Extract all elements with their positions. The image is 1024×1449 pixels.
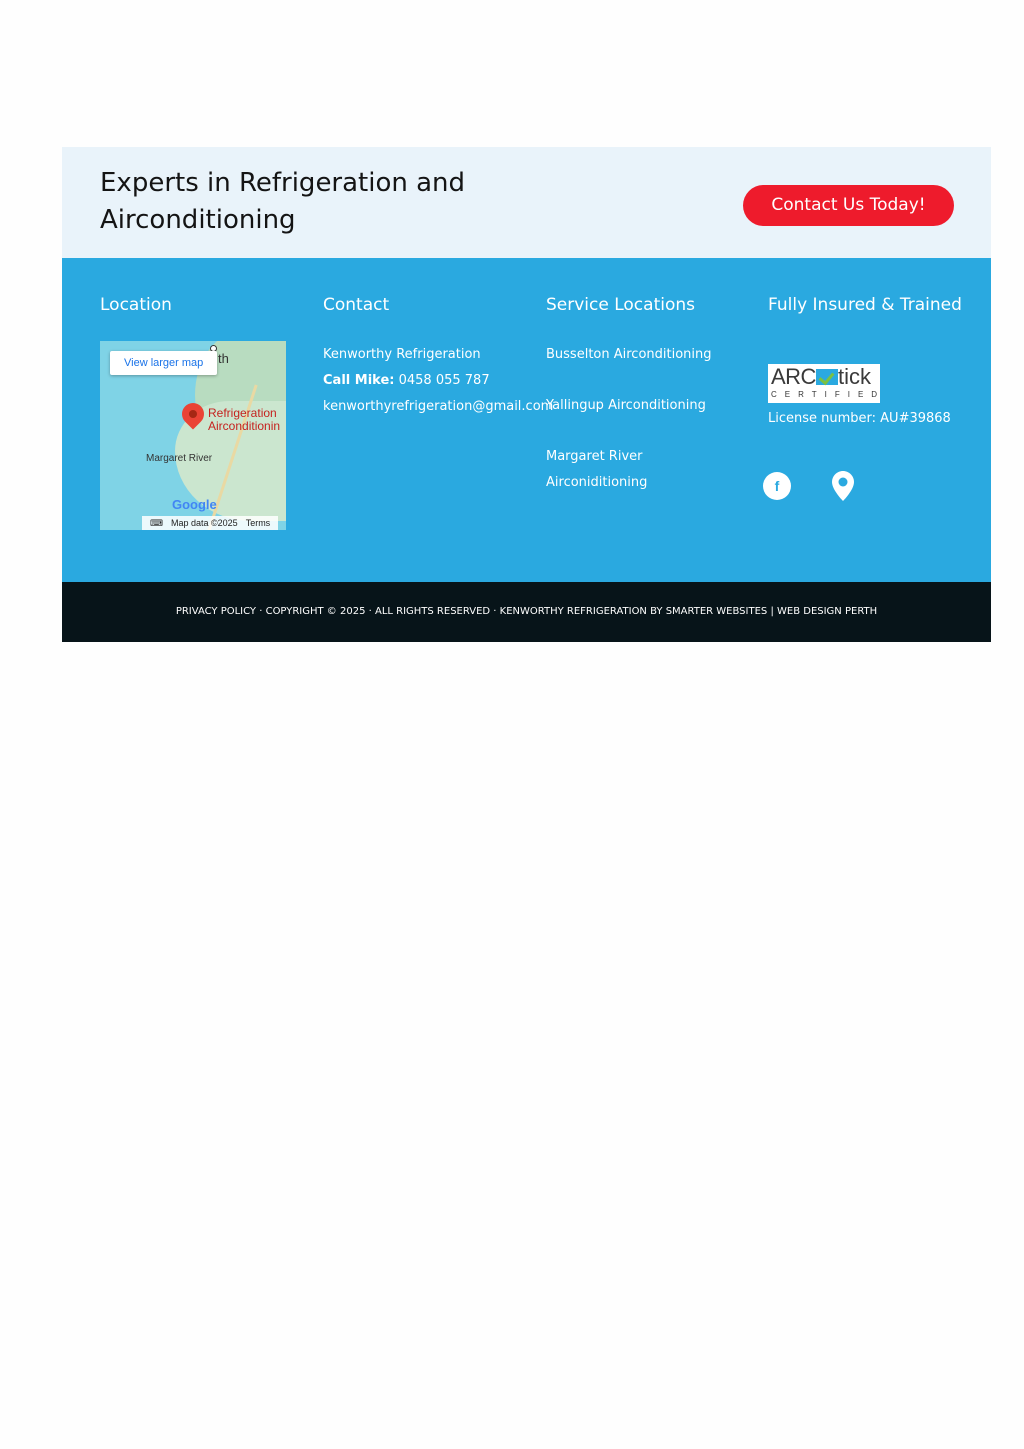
contact-details: [323, 342, 553, 420]
phone-number[interactable]: 0458 055 787: [398, 373, 490, 388]
cta-banner: [62, 147, 991, 258]
license-number: License number: AU#39868: [768, 411, 951, 426]
facebook-icon[interactable]: f: [763, 472, 791, 500]
embedded-map[interactable]: [100, 341, 286, 530]
arctick-certified-logo: [768, 364, 886, 403]
view-larger-map-link[interactable]: View larger map: [110, 351, 217, 375]
service-link-margaret-river[interactable]: Margaret River Airconiditioning: [546, 449, 648, 490]
service-list: [546, 342, 736, 496]
map-city-label: th: [218, 351, 229, 366]
map-pin-icon[interactable]: [832, 471, 854, 501]
cta-title: Experts in Refrigeration and Airconditioning: [100, 168, 466, 235]
contact-us-button[interactable]: Contact Us Today!: [743, 185, 954, 226]
smarter-websites-link[interactable]: SMARTER WEBSITES: [665, 606, 768, 617]
contact-heading: Contact: [323, 295, 390, 315]
insured-heading: Fully Insured & Trained: [768, 295, 962, 315]
company-name: Kenworthy Refrigeration: [323, 347, 481, 362]
services-column: [546, 294, 746, 490]
arctick-logo-word: ARC: [771, 364, 816, 389]
map-place-label-line: Refrigeration: [208, 406, 277, 420]
arctick-logo-subtitle: CERTIFIED: [771, 390, 886, 399]
map-terms-link[interactable]: Terms: [245, 518, 271, 528]
map-data-label: Map data ©2025: [171, 518, 238, 528]
location-column: [100, 294, 300, 528]
location-heading: Location: [100, 295, 172, 315]
map-place-label: [208, 407, 280, 433]
services-heading: Service Locations: [546, 295, 695, 315]
insured-column: [768, 294, 968, 494]
check-icon: [816, 369, 838, 385]
copyright-bar: [62, 582, 991, 642]
map-place-label-line: Airconditionin: [208, 419, 281, 433]
service-link-busselton[interactable]: Busselton Airconditioning: [546, 347, 712, 362]
phone-line: [323, 368, 553, 394]
web-design-perth-link[interactable]: WEB DESIGN PERTH: [777, 606, 878, 617]
privacy-policy-link[interactable]: PRIVACY POLICY: [175, 606, 257, 617]
copyright-text: · COPYRIGHT © 2025 · ALL RIGHTS RESERVED · KENWORTHY REFRIGERATION BY: [256, 606, 666, 617]
email-link[interactable]: kenworthyrefrigeration@gmail.com: [323, 399, 554, 414]
contact-column: [323, 294, 554, 414]
map-town-label: Margaret River: [146, 453, 213, 464]
arctick-logo-word: tick: [838, 364, 871, 389]
google-logo: Google: [172, 497, 217, 512]
separator: |: [767, 606, 777, 617]
call-label: Call Mike:: [323, 373, 395, 388]
service-link-yallingup[interactable]: Yallingup Airconditioning: [546, 398, 706, 413]
keyboard-icon[interactable]: ⌨: [150, 518, 163, 528]
map-attribution: [142, 516, 278, 530]
footer: [62, 258, 991, 582]
